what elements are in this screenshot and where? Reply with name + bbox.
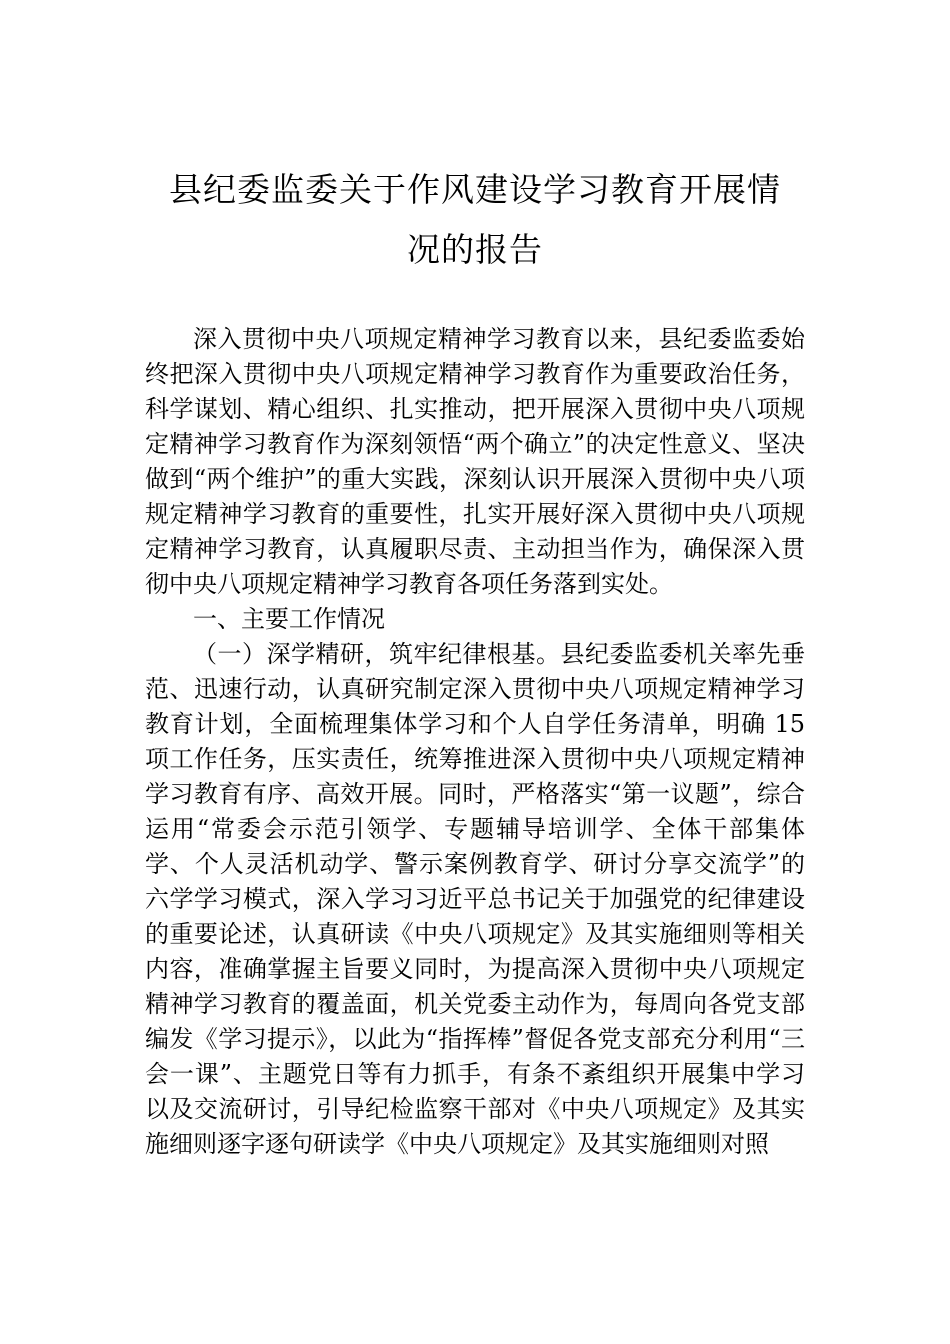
title-line-2: 况的报告 (407, 230, 543, 269)
section-heading: 一、主要工作情况 (193, 605, 385, 633)
document-body (145, 322, 805, 1162)
document-title (140, 160, 810, 280)
title-line-1: 县纪委监委关于作风建设学习教育开展情 (169, 170, 781, 209)
intro-paragraph: 深入贯彻中央八项规定精神学习教育以来，县纪委监委始终把深入贯彻中央八项规定精神学习教育作为重要政治任务，科学谋划、精心组织、扎实推动，把开展深入贯彻中央八项规定精神学习教育作为深刻领悟“两个确立”的决定性意义、坚决做到“两个维护”的重大实践，深刻认识开展深入贯彻中央八项规定精神学习教育的重要性，扎实开展好深入贯彻中央八项规定精神学习教育，认真履职尽责、主动担当作为，确保深入贯彻中央八项规定精神学习教育各项任务落到实处。 (145, 325, 805, 598)
body-paragraph: （一）深学精研，筑牢纪律根基。县纪委监委机关率先垂范、迅速行动，认真研究制定深入贯彻中央八项规定精神学习教育计划，全面梳理集体学习和个人自学任务清单，明确 15 项工作任务，压实责任，统筹推进深入贯彻中央八项规定精神学习教育有序、高效开展。同时，严格落实“第一议题”，综合运用“常委会示范引领学、专题辅导培训学、全体干部集体学、个人灵活机动学、警示案例教育学、研讨分享交流学”的六学学习模式，深入学习习近平总书记关于加强党的纪律建设的重要论述，认真研读《中央八项规定》及其实施细则等相关内容，准确掌握主旨要义同时，为提高深入贯彻中央八项规定精神学习教育的覆盖面，机关党委主动作为，每周向各党支部编发《学习提示》，以此为“指挥棒”督促各党支部充分利用“三会一课”、主题党日等有力抓手，有条不紊组织开展集中学习以及交流研讨，引导纪检监察干部对《中央八项规定》及其实施细则逐字逐句研读学《中央八项规定》及其实施细则对照 (145, 640, 805, 1158)
